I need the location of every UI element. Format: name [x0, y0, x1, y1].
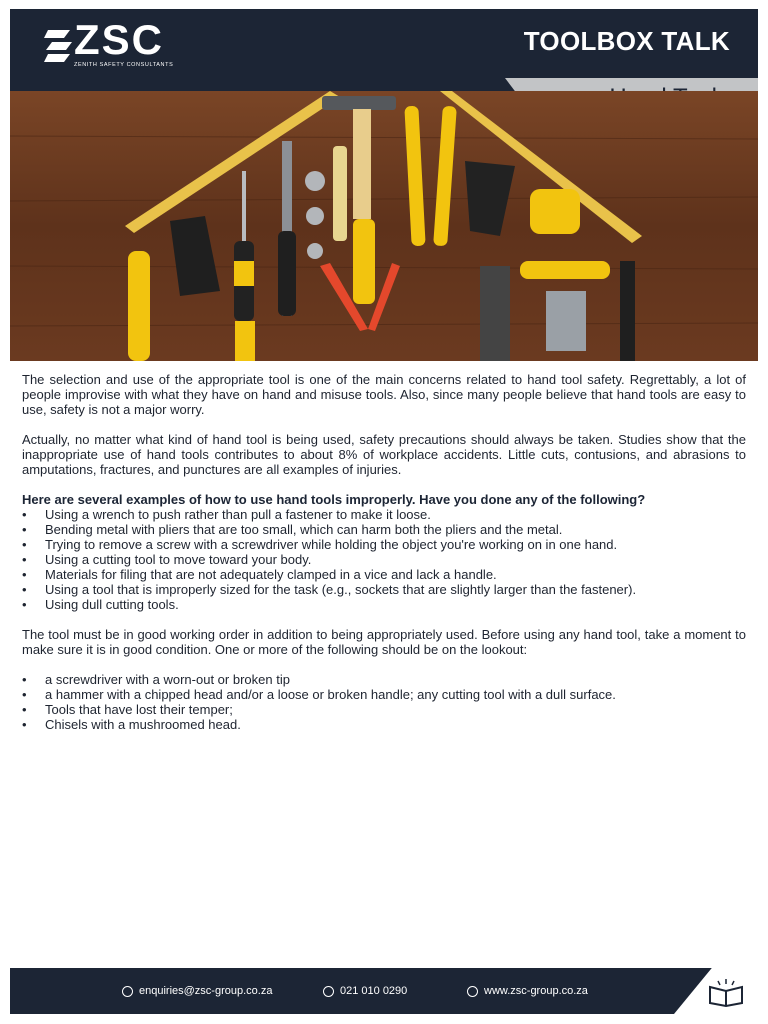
- website-text: www.zsc-group.co.za: [484, 985, 588, 997]
- section-heading: Here are several examples of how to use hand tools improperly. Have you done any of the following?: [22, 492, 646, 507]
- statistics-paragraph: Actually, no matter what kind of hand tool is being used, safety precautions should always be taken. Studies show that the inappropriate use of hand tools contributes to about 8% of workplace accidents. Little cuts, contusions, and abrasions to amputations, fractures, and punctures are all examples of injuries.: [22, 432, 746, 477]
- improper-use-list: [22, 507, 746, 612]
- article-body: [22, 372, 746, 747]
- list-item: • Using a cutting tool to move toward your body.: [22, 552, 746, 567]
- list-item: • Materials for filing that are not adequately clamped in a vice and lack a handle.: [22, 567, 746, 582]
- footer-email[interactable]: [122, 985, 272, 997]
- email-text: enquiries@zsc-group.co.za: [139, 985, 273, 997]
- list-item: • a hammer with a chipped head and/or a loose or broken handle; any cutting tool with a dull surface.: [22, 687, 746, 702]
- email-icon: [122, 986, 133, 997]
- tools-photo: [10, 91, 758, 361]
- footer-phone[interactable]: [323, 985, 407, 997]
- hand-tools-image: [10, 91, 758, 361]
- phone-icon: [323, 986, 334, 997]
- list-item: • Using a tool that is improperly sized for the task (e.g., sockets that are slightly larger than the fastener).: [22, 582, 746, 597]
- list-item: • Trying to remove a screw with a screwdriver while holding the object you're working on in one hand.: [22, 537, 746, 552]
- brand-tagline: ZENITH SAFETY CONSULTANTS: [74, 62, 174, 68]
- brand-logo: [44, 16, 204, 74]
- logo-mark-icon: [44, 28, 74, 68]
- list-item: • Using dull cutting tools.: [22, 597, 746, 612]
- page-title: TOOLBOX TALK: [523, 26, 730, 56]
- cursor-icon: [467, 986, 478, 997]
- lookout-list: [22, 672, 746, 732]
- footer-website[interactable]: [467, 985, 588, 997]
- list-item: • a screwdriver with a worn-out or broken tip: [22, 672, 746, 687]
- list-item: • Bending metal with pliers that are too small, which can harm both the pliers and the metal.: [22, 522, 746, 537]
- phone-text: 021 010 0290: [340, 985, 408, 997]
- list-item: • Using a wrench to push rather than pull a fastener to make it loose.: [22, 507, 746, 522]
- intro-paragraph: The selection and use of the appropriate tool is one of the main concerns related to hand tool safety. Regrettably, a lot of people improvise with what they have on hand and misuse tools. Also, since many people believe that hand tools are easy to use, safety is not a major worry.: [22, 372, 746, 417]
- brand-name: ZSC: [74, 16, 164, 63]
- condition-paragraph: The tool must be in good working order in addition to being appropriately used. Before using any hand tool, take a moment to make sure it is in good condition. One or more of the following should be on the lookout:: [22, 627, 746, 657]
- list-item: • Tools that have lost their temper;: [22, 702, 746, 717]
- footer-bar: [10, 968, 758, 1014]
- list-item: • Chisels with a mushroomed head.: [22, 717, 746, 732]
- book-corner: [674, 968, 758, 1014]
- open-book-icon: [706, 977, 746, 1007]
